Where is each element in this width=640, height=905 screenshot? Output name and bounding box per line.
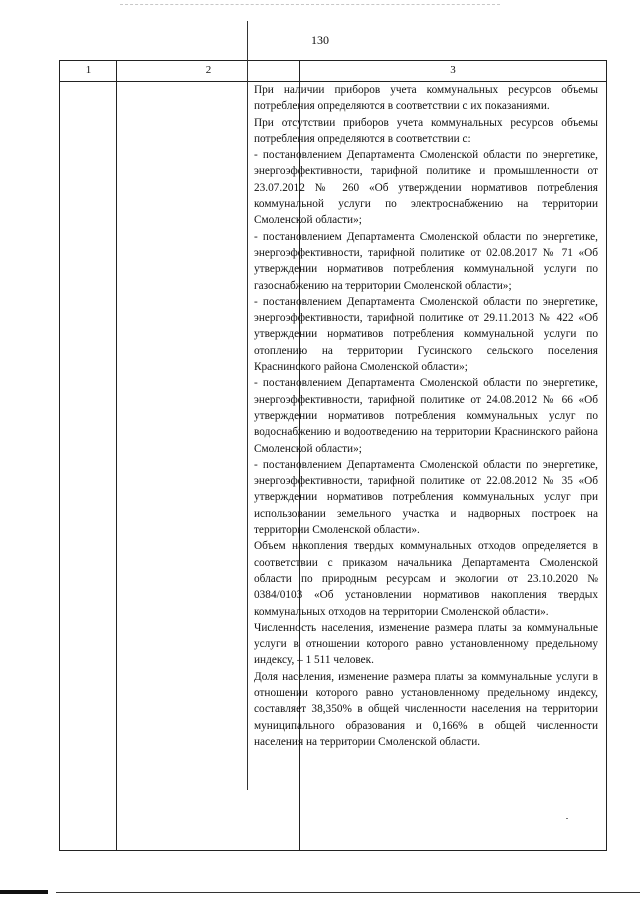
paragraph-no-meters: При отсутствии приборов учета коммунальных ресурсов объемы потребления определяются в соответствии с: [254,116,598,145]
page-number: 130 [311,33,329,47]
scan-bottom-mark [0,890,48,894]
paragraph-meters: При наличии приборов учета коммунальных ресурсов объемы потребления определяются в соответствии с их показаниями. [254,84,598,113]
paragraph-gas: - постановлением Департамента Смоленской области по энергетике, энергоэффективности, тарифной политике от 02.08.2017 № 71 «Об утверждении нормативов потребления коммунальной услуги по газоснабжению на территории Смоленской области»; [254,230,598,292]
scan-speck [566,818,568,819]
column-1 [60,61,117,850]
column-header-1: 1 [85,64,92,76]
paragraph-heating: - постановлением Департамента Смоленской области по энергетике, энергоэффективности, тарифной политике от 29.11.2013 № 422 «Об утверждении нормативов потребления коммунальной услуги по отоплению на территории Гусинского сельского поселения Краснинского района Смоленской области»; [254,295,598,374]
scan-top-edge [120,4,500,5]
inner-cell-border [247,21,248,790]
paragraph-electricity: - постановлением Департамента Смоленской области по энергетике, энергоэффективности, тарифной политике и промышленности от 23.07.2012 № 260 «Об утверждении нормативов потребления коммунальной услуги по электроснабжению на территории Смоленской области»; [254,149,598,227]
paragraph-population-share: Доля населения, изменение размера платы за коммунальные услуги в отношении которого равно установленному предельному индексу, составляет 38,350% в общей численности населения на территории муниципального образования и 0,166% в общей численности населения на территории Смоленской области. [254,670,598,748]
scan-bottom-edge [56,892,640,893]
column-header-3: 3 [450,64,456,76]
column-header-2: 2 [205,64,212,76]
paragraph-land-plot: - постановлением Департамента Смоленской области по энергетике, энергоэффективности, тарифной политике от 22.08.2012 № 35 «Об утверждении нормативов потребления коммунальных услуг при использовании земельного участка и надворных построек на территории Смоленской области». [254,458,598,537]
paragraph-population-count: Численность населения, изменение размера платы за коммунальные услуги в отношении которого равно установленному предельному индексу, – 1 511 человек. [254,621,598,667]
column-3-content [254,82,598,750]
paragraph-waste: Объем накопления твердых коммунальных отходов определяется в соответствии с приказом начальника Департамента Смоленской области по природным ресурсам и экологии от 23.10.2020 № 0384/0103 «Об установлении нормативов накопления твердых коммунальных отходов на территории Смоленской области». [254,540,598,618]
paragraph-water: - постановлением Департамента Смоленской области по энергетике, энергоэффективности, тарифной политике от 24.08.2012 № 66 «Об утверждении нормативов потребления коммунальных услуг по водоснабжению и водоотведению на территории Краснинского района Смоленской области»; [254,377,598,455]
